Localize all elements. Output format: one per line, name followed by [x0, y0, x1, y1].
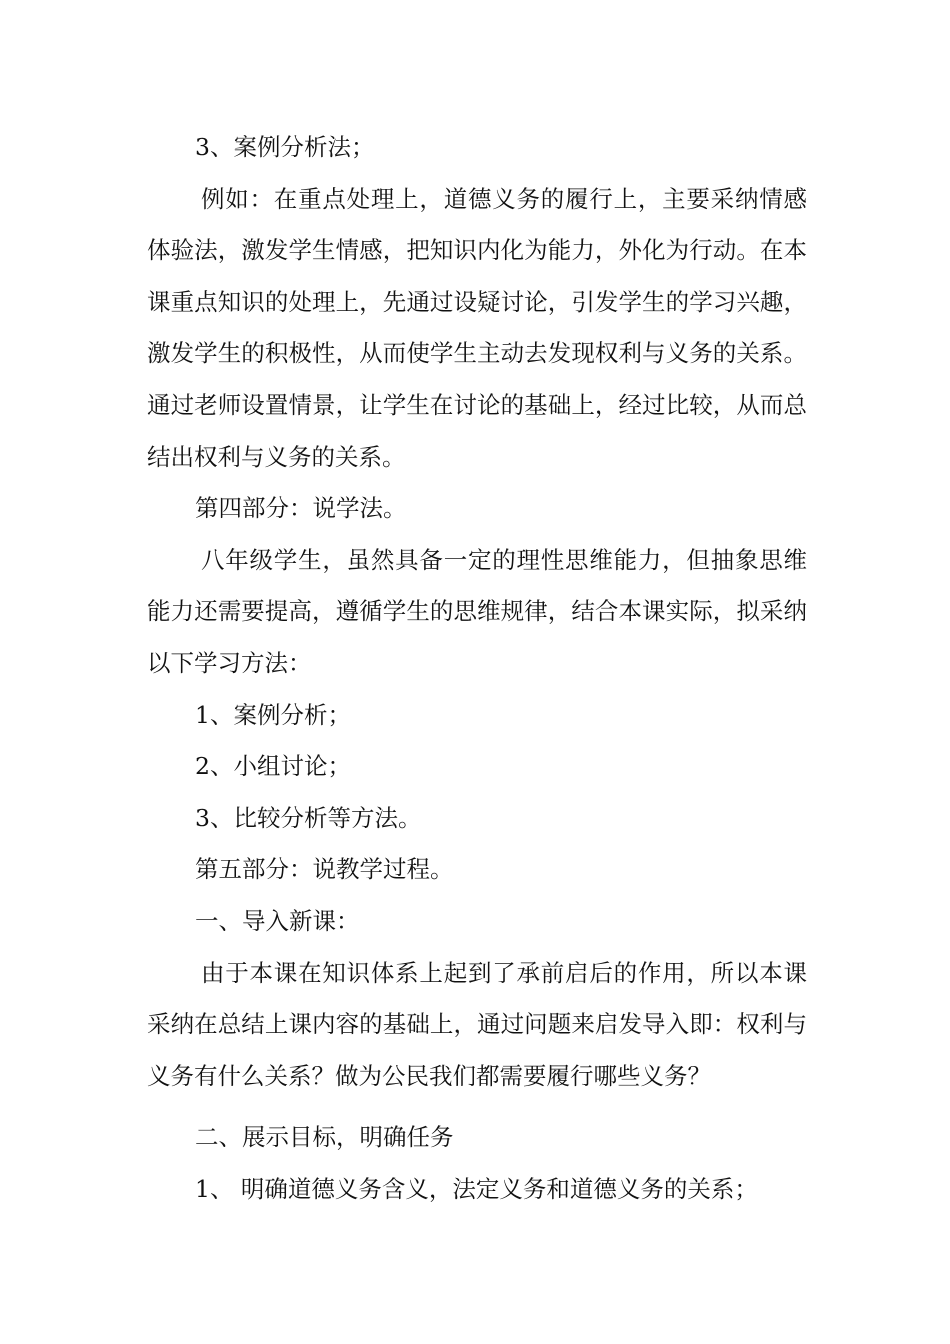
document-body: [147, 122, 807, 1215]
paragraph-introduction: 由于本课在知识体系上起到了承前启后的作用，所以本课采纳在总结上课内容的基础上，通过问题来启发导入即：权利与义务有什么关系？做为公民我们都需要履行哪些义务？: [147, 958, 807, 1090]
paragraph-method-3: 3、案例分析法；: [195, 133, 375, 161]
heading-introduction: 一、导入新课：: [195, 906, 360, 935]
paragraph-learning-methods: 八年级学生，虽然具备一定的理性思维能力，但抽象思维能力还需要提高，遵循学生的思维规律，结合本课实际，拟采纳以下学习方法：: [147, 545, 807, 677]
list-item-group-discussion: 2、小组讨论；: [195, 752, 351, 781]
heading-objectives: 二、展示目标，明确任务: [195, 1123, 454, 1152]
paragraph-example: 例如：在重点处理上，道德义务的履行上，主要采纳情感体验法，激发学生情感，把知识内化为能力，外化为行动。在本课重点知识的处理上，先通过设疑讨论，引发学生的学习兴趣，激发学生的积极性，从而使学生主动去发现权利与义务的关系。通过老师设置情景，让学生在讨论的基础上，经过比较，从而总结出权利与义务的关系。: [147, 184, 807, 471]
heading-part-five: 第五部分：说教学过程。: [195, 855, 454, 884]
list-item-comparison: 3、比较分析等方法。: [195, 803, 422, 832]
heading-part-four: 第四部分：说学法。: [195, 494, 407, 523]
list-item-case-analysis: 1、案例分析；: [195, 700, 351, 729]
list-item-objective-1: 1、 明确道德义务含义，法定义务和道德义务的关系；: [195, 1174, 758, 1203]
